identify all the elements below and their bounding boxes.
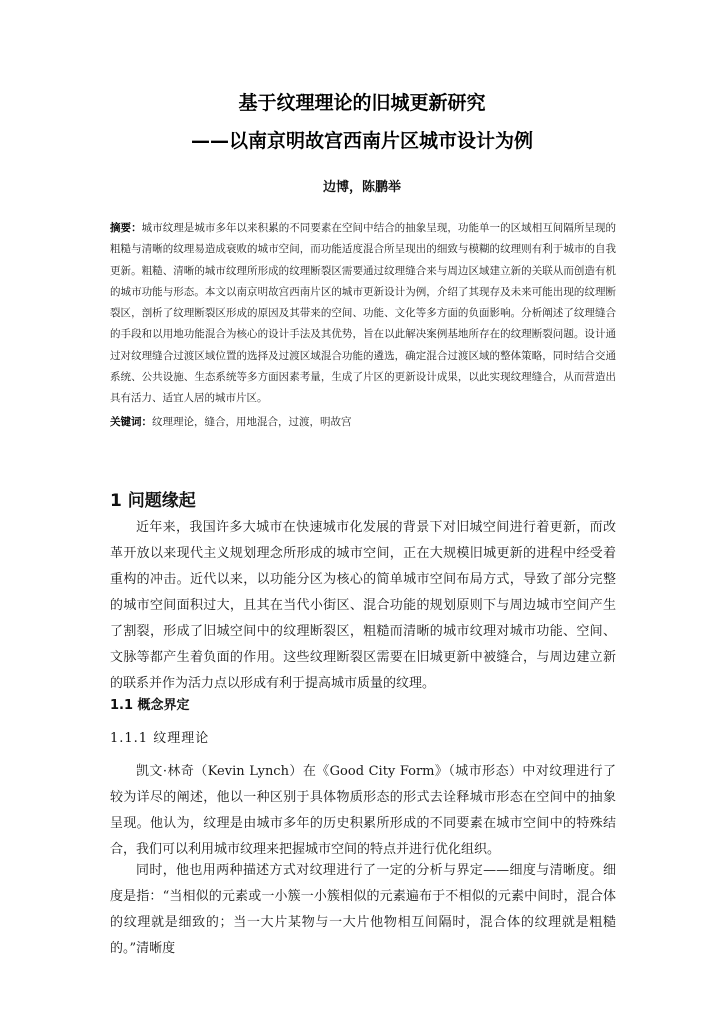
paragraph-3: 同时，他也用两种描述方式对纹理进行了一定的分析与界定——细度与清晰度。细度是指：“当相似的元素或一小簇一小簇相似的元素遍布于不相似的元素中间时，混合体的纹理就是细致的；当一大片某物与一大片他物相互间隔时，混合体的纹理就是粗糙的。”清晰度	[110, 863, 616, 956]
paper-subtitle: ——以南京明故宫西南片区城市设计为例	[190, 130, 533, 152]
subsection-heading-1-1: 1.1 概念界定	[110, 698, 190, 713]
section-heading-1: 1 问题缘起	[110, 491, 196, 511]
keywords	[110, 414, 616, 429]
abstract-label: 摘要：	[110, 222, 142, 234]
abstract	[110, 218, 616, 410]
subsubsection-heading-1-1-1: 1.1.1 纹理理论	[110, 731, 210, 746]
authors: 边博，陈鹏举	[322, 180, 401, 195]
paper-title: 基于纹理理论的旧城更新研究	[238, 92, 486, 114]
paragraph-2: 凯文·林奇（Kevin Lynch）在《Good City Form》（城市形态）中对纹理进行了较为详尽的阐述，他以一种区别于具体物质形态的形式去诠释城市形态在空间中的抽象呈现。他认为，纹理是由城市多年的历史积累所形成的不同要素在城市空间中的特殊结合，我们可以利用城市纹理来把握城市空间的特点并进行优化组织。	[110, 764, 616, 857]
keywords-label: 关键词：	[110, 416, 152, 428]
abstract-text: 城市纹理是城市多年以来积累的不同要素在空间中结合的抽象呈现，功能单一的区域相互间隔所呈现的粗糙与清晰的纹理易造成衰败的城市空间，而功能适度混合所呈现出的细致与模糊的纹理则有利于城市的自我更新。粗糙、清晰的城市纹理所形成的纹理断裂区需要通过纹理缝合来与周边区域建立新的关联从而创造有机的城市功能与形态。本文以南京明故宫西南片区的城市更新设计为例，介绍了其现存及未来可能出现的纹理断裂区，剖析了纹理断裂区形成的原因及其带来的空间、功能、文化等多方面的负面影响。分析阐述了纹理缝合的手段和以用地功能混合为核心的设计手法及其优势，旨在以此解决案例基地所存在的纹理断裂问题。设计通过对纹理缝合过渡区域位置的选择及过渡区域混合功能的遴选，确定混合过渡区域的整体策略，同时结合交通系统、公共设施、生态系统等多方面因素考量，生成了片区的更新设计成果，以此实现纹理缝合，从而营造出具有活力、适宜人居的城市片区。	[110, 222, 617, 405]
paragraph-1: 近年来，我国许多大城市在快速城市化发展的背景下对旧城空间进行着更新，而改革开放以来现代主义规划理念所形成的城市空间，正在大规模旧城更新的进程中经受着重构的冲击。近代以来，以功能分区为核心的简单城市空间布局方式，导致了部分完整的城市空间面积过大，且其在当代小街区、混合功能的规划原则下与周边城市空间产生了割裂，形成了旧城空间中的纹理断裂区，粗糙而清晰的城市纹理对城市功能、空间、文脉等都产生着负面的作用。这些纹理断裂区需要在旧城更新中被缝合，与周边建立新的联系并作为活力点以形成有利于提高城市质量的纹理。	[110, 520, 616, 691]
keywords-text: 纹理理论，缝合，用地混合，过渡，明故宫	[152, 416, 352, 428]
